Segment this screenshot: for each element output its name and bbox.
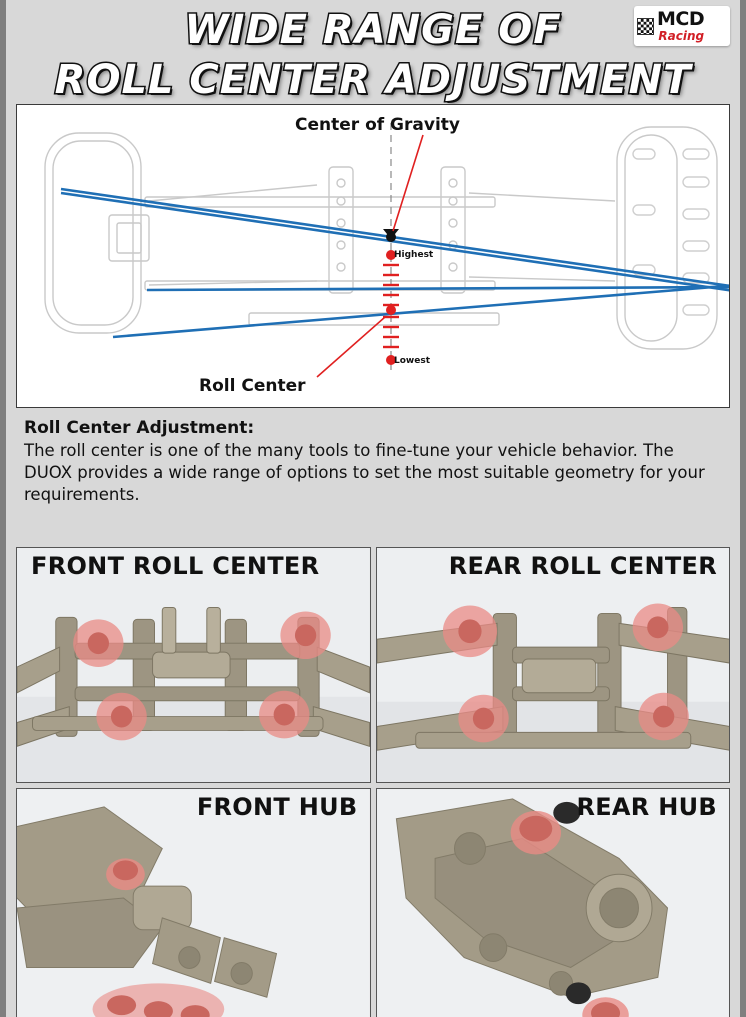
brand-name: MCD [657, 8, 705, 30]
photo-caption: REAR HUB [576, 793, 717, 821]
photo-grid [16, 547, 730, 1017]
photo-front-hub [16, 788, 371, 1017]
photo-image [377, 548, 730, 782]
description-heading: Roll Center Adjustment: [24, 418, 255, 438]
photo-caption: REAR ROLL CENTER [448, 552, 717, 580]
photo-image [377, 789, 730, 1017]
brand-logo [634, 6, 730, 46]
checkered-flag-icon [637, 18, 654, 35]
photo-image [17, 548, 370, 782]
description-paragraph: The roll center is one of the many tools to fine-tune your vehicle behavior. The DUOX provides a wide range of options to set the most suitable geometry for your requirements. [24, 441, 705, 504]
photo-image [17, 789, 370, 1017]
diagram-drawing [17, 105, 730, 407]
photo-caption: FRONT HUB [196, 793, 358, 821]
photo-rear-roll-center [376, 547, 731, 783]
header [6, 0, 740, 104]
roll-center-diagram [16, 104, 730, 408]
photo-front-roll-center [16, 547, 371, 783]
label-center-of-gravity: Center of Gravity [295, 115, 460, 135]
page-title-line-2: ROLL CENTER ADJUSTMENT [54, 57, 692, 103]
description-block [6, 408, 740, 509]
photo-rear-hub [376, 788, 731, 1017]
label-lowest: Lowest [394, 356, 430, 366]
brand-subtitle: Racing [658, 29, 705, 43]
photo-caption: FRONT ROLL CENTER [31, 552, 320, 580]
label-roll-center: Roll Center [199, 376, 306, 396]
label-highest: Highest [394, 250, 434, 260]
page-title-line-1: WIDE RANGE OF [184, 7, 562, 53]
